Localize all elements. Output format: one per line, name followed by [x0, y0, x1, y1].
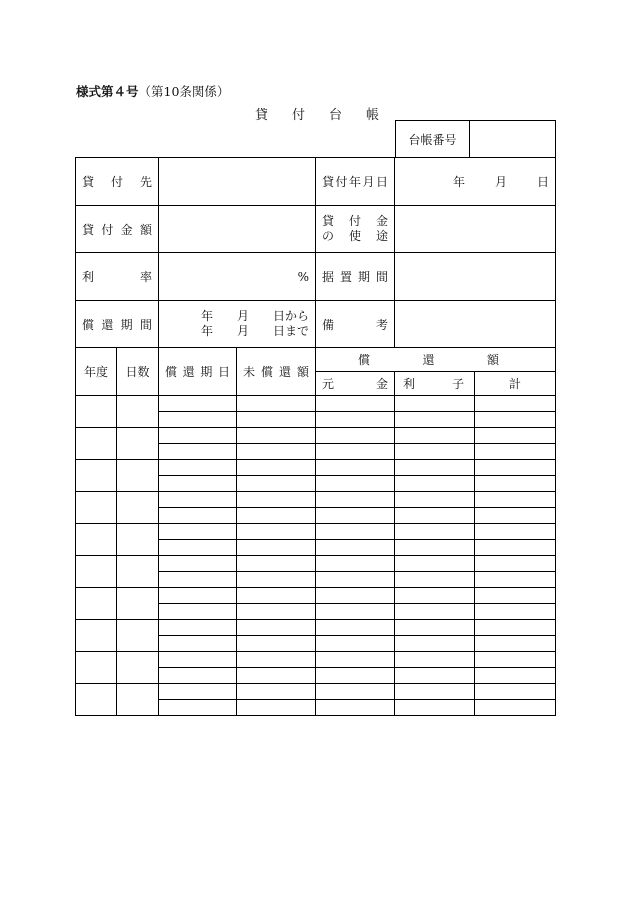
- interest-cell: [394, 635, 475, 652]
- principal-cell: [315, 507, 395, 524]
- year-unit: 年: [452, 175, 465, 189]
- unpaid-cell: [236, 459, 316, 476]
- total-cell: [474, 635, 556, 652]
- unpaid-cell: [236, 683, 316, 700]
- usage-label-char: 付: [348, 214, 361, 228]
- fiscal-year-cell: [75, 427, 117, 460]
- principal-cell: [315, 683, 395, 700]
- interest-cell: [394, 491, 475, 508]
- fiscal-year-cell: [75, 587, 117, 620]
- fiscal-year-header: 年度: [75, 347, 117, 396]
- period-part: 年: [200, 309, 213, 323]
- due-date-header: [158, 347, 237, 396]
- amount-label-char: 貸: [82, 222, 95, 237]
- interest-cell: [394, 395, 475, 412]
- total-cell: [474, 459, 556, 476]
- grace-label-char: 据: [322, 270, 335, 284]
- usage-label-line: [322, 214, 388, 229]
- due-date-cell: [158, 411, 237, 428]
- period-part: 月: [236, 309, 249, 323]
- loan-date-label-char: 貸: [322, 175, 335, 189]
- interest-label: [75, 252, 159, 301]
- days-cell: [116, 619, 159, 652]
- principal-cell: [315, 539, 395, 556]
- grace-label: [315, 252, 395, 301]
- total-cell: [474, 443, 556, 460]
- principal-cell: [315, 443, 395, 460]
- interest-cell: [394, 571, 475, 588]
- interest-cell: [394, 539, 475, 556]
- unpaid-cell: [236, 395, 316, 412]
- due-date-header-char: 償: [165, 365, 178, 379]
- due-date-header-char: 日: [217, 365, 230, 379]
- principal-cell: [315, 619, 395, 636]
- principal-cell: [315, 411, 395, 428]
- due-date-cell: [158, 395, 237, 412]
- lender-label-char: 先: [139, 175, 152, 189]
- due-date-cell: [158, 619, 237, 636]
- interest-cell: [394, 459, 475, 476]
- interest-label-char: 利: [82, 270, 95, 284]
- repay-period-label-char: 償: [82, 317, 95, 332]
- fiscal-year-cell: [75, 395, 117, 428]
- interest-cell: [394, 619, 475, 636]
- due-date-cell: [158, 507, 237, 524]
- due-date-cell: [158, 667, 237, 684]
- total-cell: [474, 395, 556, 412]
- usage-field: [394, 205, 556, 253]
- lender-label: [75, 157, 159, 206]
- unpaid-header-char: 未: [243, 365, 256, 379]
- period-part: 月: [236, 324, 249, 338]
- total-cell: [474, 651, 556, 668]
- total-cell: [474, 491, 556, 508]
- period-part: 日まで: [272, 324, 309, 338]
- repayment-header-char: 額: [486, 353, 499, 367]
- lender-label-char: 貸: [82, 175, 95, 189]
- repayment-header-char: 還: [422, 353, 435, 367]
- unpaid-cell: [236, 555, 316, 572]
- principal-cell: [315, 491, 395, 508]
- principal-header-char: 元: [322, 377, 335, 391]
- unpaid-cell: [236, 539, 316, 556]
- days-header: 日数: [116, 347, 159, 396]
- amount-label-char: 金: [120, 222, 133, 237]
- due-date-cell: [158, 443, 237, 460]
- usage-label: [315, 205, 395, 253]
- days-cell: [116, 459, 159, 492]
- due-date-header-char: 還: [182, 365, 195, 379]
- total-cell: [474, 667, 556, 684]
- days-cell: [116, 651, 159, 684]
- due-date-cell: [158, 539, 237, 556]
- unpaid-cell: [236, 587, 316, 604]
- total-cell: [474, 555, 556, 572]
- loan-date-field: [394, 157, 556, 206]
- unpaid-cell: [236, 635, 316, 652]
- fiscal-year-cell: [75, 619, 117, 652]
- principal-header: [315, 371, 395, 396]
- usage-label-char: 使: [348, 229, 361, 243]
- principal-cell: [315, 635, 395, 652]
- lender-field: [158, 157, 316, 206]
- total-cell: [474, 411, 556, 428]
- interest-cell: [394, 443, 475, 460]
- amount-label-char: 付: [101, 222, 114, 237]
- unpaid-cell: [236, 667, 316, 684]
- due-date-cell: [158, 427, 237, 444]
- interest-header-char: 利: [403, 377, 416, 391]
- principal-cell: [315, 651, 395, 668]
- principal-cell: [315, 427, 395, 444]
- unpaid-cell: [236, 411, 316, 428]
- interest-cell: [394, 523, 475, 540]
- interest-field: [158, 252, 316, 301]
- days-cell: [116, 555, 159, 588]
- period-part: 日から: [272, 309, 309, 323]
- interest-cell: [394, 699, 475, 716]
- interest-cell: [394, 651, 475, 668]
- interest-cell: [394, 683, 475, 700]
- ledger-number-label: 台帳番号: [396, 121, 470, 158]
- principal-cell: [315, 395, 395, 412]
- days-cell: [116, 427, 159, 460]
- remarks-label: [315, 300, 395, 348]
- total-cell: [474, 603, 556, 620]
- fiscal-year-cell: [75, 651, 117, 684]
- loan-date-label-char: 月: [362, 175, 375, 189]
- unpaid-cell: [236, 507, 316, 524]
- total-cell: [474, 571, 556, 588]
- loan-date-label-char: 日: [375, 175, 388, 189]
- due-date-cell: [158, 459, 237, 476]
- interest-cell: [394, 475, 475, 492]
- unpaid-cell: [236, 571, 316, 588]
- unpaid-header-char: 還: [278, 365, 291, 379]
- interest-cell: [394, 555, 475, 572]
- usage-label-char: 金: [375, 214, 388, 228]
- interest-header: [394, 371, 475, 396]
- usage-label-char: 途: [375, 229, 388, 243]
- unpaid-header-char: 償: [260, 365, 273, 379]
- remarks-label-char: 備: [322, 317, 335, 332]
- total-cell: [474, 539, 556, 556]
- loan-date-label: [315, 157, 395, 206]
- remarks-field: [394, 300, 556, 348]
- repayment-header: [315, 347, 556, 372]
- principal-cell: [315, 459, 395, 476]
- due-date-cell: [158, 651, 237, 668]
- grace-label-char: 期: [357, 270, 370, 284]
- lender-label-char: 付: [110, 175, 123, 189]
- unpaid-cell: [236, 651, 316, 668]
- total-cell: [474, 475, 556, 492]
- principal-cell: [315, 699, 395, 716]
- principal-cell: [315, 667, 395, 684]
- repay-period-field: [158, 300, 316, 348]
- principal-cell: [315, 571, 395, 588]
- total-header: 計: [474, 371, 556, 396]
- principal-header-char: 金: [375, 377, 388, 391]
- days-cell: [116, 683, 159, 716]
- form-relation: （第10条関係）: [138, 84, 230, 99]
- period-from-line: [201, 309, 309, 324]
- principal-cell: [315, 475, 395, 492]
- amount-label: [75, 205, 159, 253]
- page-title: 貸付台帳: [255, 108, 404, 123]
- total-cell: [474, 619, 556, 636]
- repayment-header-char: 償: [358, 353, 371, 367]
- amount-field: [158, 205, 316, 253]
- interest-header-char: 子: [451, 377, 464, 391]
- grace-label-char: 置: [339, 270, 352, 284]
- fiscal-year-cell: [75, 555, 117, 588]
- total-cell: [474, 523, 556, 540]
- unpaid-cell: [236, 491, 316, 508]
- due-date-cell: [158, 603, 237, 620]
- days-cell: [116, 523, 159, 556]
- repay-period-label-char: 期: [120, 317, 133, 332]
- form-number: 様式第４号: [76, 84, 139, 99]
- repay-period-label-char: 還: [101, 317, 114, 332]
- month-unit: 月: [494, 175, 507, 189]
- unpaid-cell: [236, 475, 316, 492]
- due-date-cell: [158, 555, 237, 572]
- loan-date-label-char: 年: [348, 175, 361, 189]
- grace-label-char: 間: [375, 270, 388, 284]
- due-date-cell: [158, 491, 237, 508]
- unpaid-cell: [236, 443, 316, 460]
- fiscal-year-cell: [75, 459, 117, 492]
- interest-cell: [394, 667, 475, 684]
- principal-cell: [315, 603, 395, 620]
- due-date-cell: [158, 523, 237, 540]
- principal-cell: [315, 523, 395, 540]
- usage-label-line: [322, 229, 388, 244]
- unpaid-cell: [236, 603, 316, 620]
- due-date-cell: [158, 635, 237, 652]
- total-cell: [474, 427, 556, 444]
- period-to-line: [201, 324, 309, 339]
- days-cell: [116, 491, 159, 524]
- repay-period-label-char: 間: [139, 317, 152, 332]
- unpaid-cell: [236, 427, 316, 444]
- interest-cell: [394, 507, 475, 524]
- grace-field: [394, 252, 556, 301]
- usage-label-char: の: [322, 229, 335, 243]
- due-date-cell: [158, 571, 237, 588]
- due-date-cell: [158, 699, 237, 716]
- interest-cell: [394, 587, 475, 604]
- due-date-cell: [158, 475, 237, 492]
- interest-cell: [394, 411, 475, 428]
- interest-cell: [394, 603, 475, 620]
- loan-date-label-char: 付: [335, 175, 348, 189]
- fiscal-year-cell: [75, 491, 117, 524]
- fiscal-year-cell: [75, 523, 117, 556]
- day-unit: 日: [536, 175, 549, 189]
- days-cell: [116, 587, 159, 620]
- due-date-header-char: 期: [200, 365, 213, 379]
- remarks-label-char: 考: [375, 317, 388, 332]
- unpaid-cell: [236, 523, 316, 540]
- repay-period-label: [75, 300, 159, 348]
- percent-unit: %: [297, 269, 309, 284]
- principal-cell: [315, 555, 395, 572]
- unpaid-cell: [236, 699, 316, 716]
- due-date-cell: [158, 587, 237, 604]
- days-cell: [116, 395, 159, 428]
- unpaid-header: [236, 347, 316, 396]
- total-cell: [474, 507, 556, 524]
- amount-label-char: 額: [139, 222, 152, 237]
- fiscal-year-cell: [75, 683, 117, 716]
- interest-label-char: 率: [139, 270, 152, 284]
- principal-cell: [315, 587, 395, 604]
- unpaid-header-char: 額: [296, 365, 309, 379]
- total-cell: [474, 683, 556, 700]
- period-part: 年: [200, 324, 213, 338]
- total-cell: [474, 699, 556, 716]
- interest-cell: [394, 427, 475, 444]
- unpaid-cell: [236, 619, 316, 636]
- due-date-cell: [158, 683, 237, 700]
- total-cell: [474, 587, 556, 604]
- usage-label-char: 貸: [322, 214, 335, 228]
